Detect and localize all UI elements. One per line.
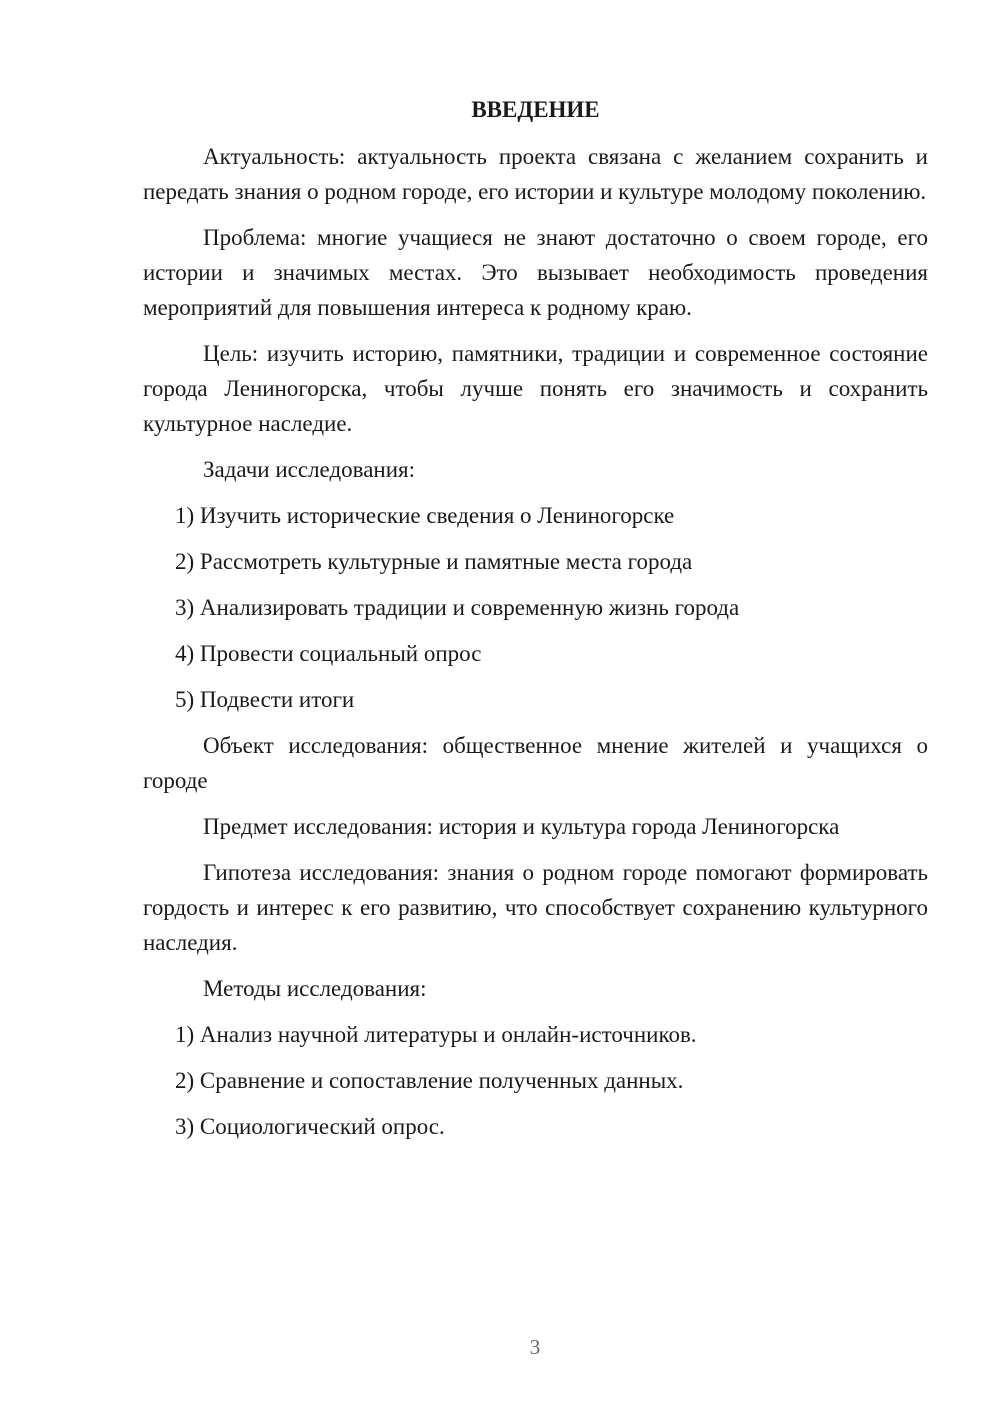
list-item: 1) Анализ научной литературы и онлайн-источников. xyxy=(175,1022,697,1047)
object-paragraph: Объект исследования: общественное мнение жителей и учащихся о городе xyxy=(143,733,928,793)
list-item: 3) Анализировать традиции и современную жизнь города xyxy=(175,595,740,620)
list-item: 1) Изучить исторические сведения о Лениногорске xyxy=(175,503,675,528)
relevance-paragraph: Актуальность: актуальность проекта связана с желанием сохранить и передать знания о родном городе, его истории и культуре молодому поколению. xyxy=(143,144,928,204)
page-number: 3 xyxy=(529,1335,541,1359)
list-item: 4) Провести социальный опрос xyxy=(175,641,482,666)
list-item: 5) Подвести итоги xyxy=(175,687,355,712)
problem-paragraph: Проблема: многие учащиеся не знают достаточно о своем городе, его истории и значимых местах. Это вызывает необходимость проведения мероприятий для повышения интереса к родному краю. xyxy=(143,225,928,320)
section-title: ВВЕДЕНИЕ xyxy=(471,97,600,122)
methods-list xyxy=(143,1017,928,1144)
list-item: 3) Социологический опрос. xyxy=(175,1114,445,1139)
tasks-list xyxy=(143,498,928,717)
subject-paragraph: Предмет исследования: история и культура города Лениногорска xyxy=(203,814,840,839)
tasks-heading: Задачи исследования: xyxy=(203,457,416,482)
list-item: 2) Рассмотреть культурные и памятные места города xyxy=(175,549,693,574)
hypothesis-paragraph: Гипотеза исследования: знания о родном городе помогают формировать гордость и интерес к его развитию, что способствует сохранению культурного наследия. xyxy=(143,860,928,955)
goal-paragraph: Цель: изучить историю, памятники, традиции и современное состояние города Лениногорска, чтобы лучше понять его значимость и сохранить культурное наследие. xyxy=(143,341,928,436)
methods-heading: Методы исследования: xyxy=(203,976,427,1001)
list-item: 2) Сравнение и сопоставление полученных данных. xyxy=(175,1068,684,1093)
document-page xyxy=(143,92,928,1155)
